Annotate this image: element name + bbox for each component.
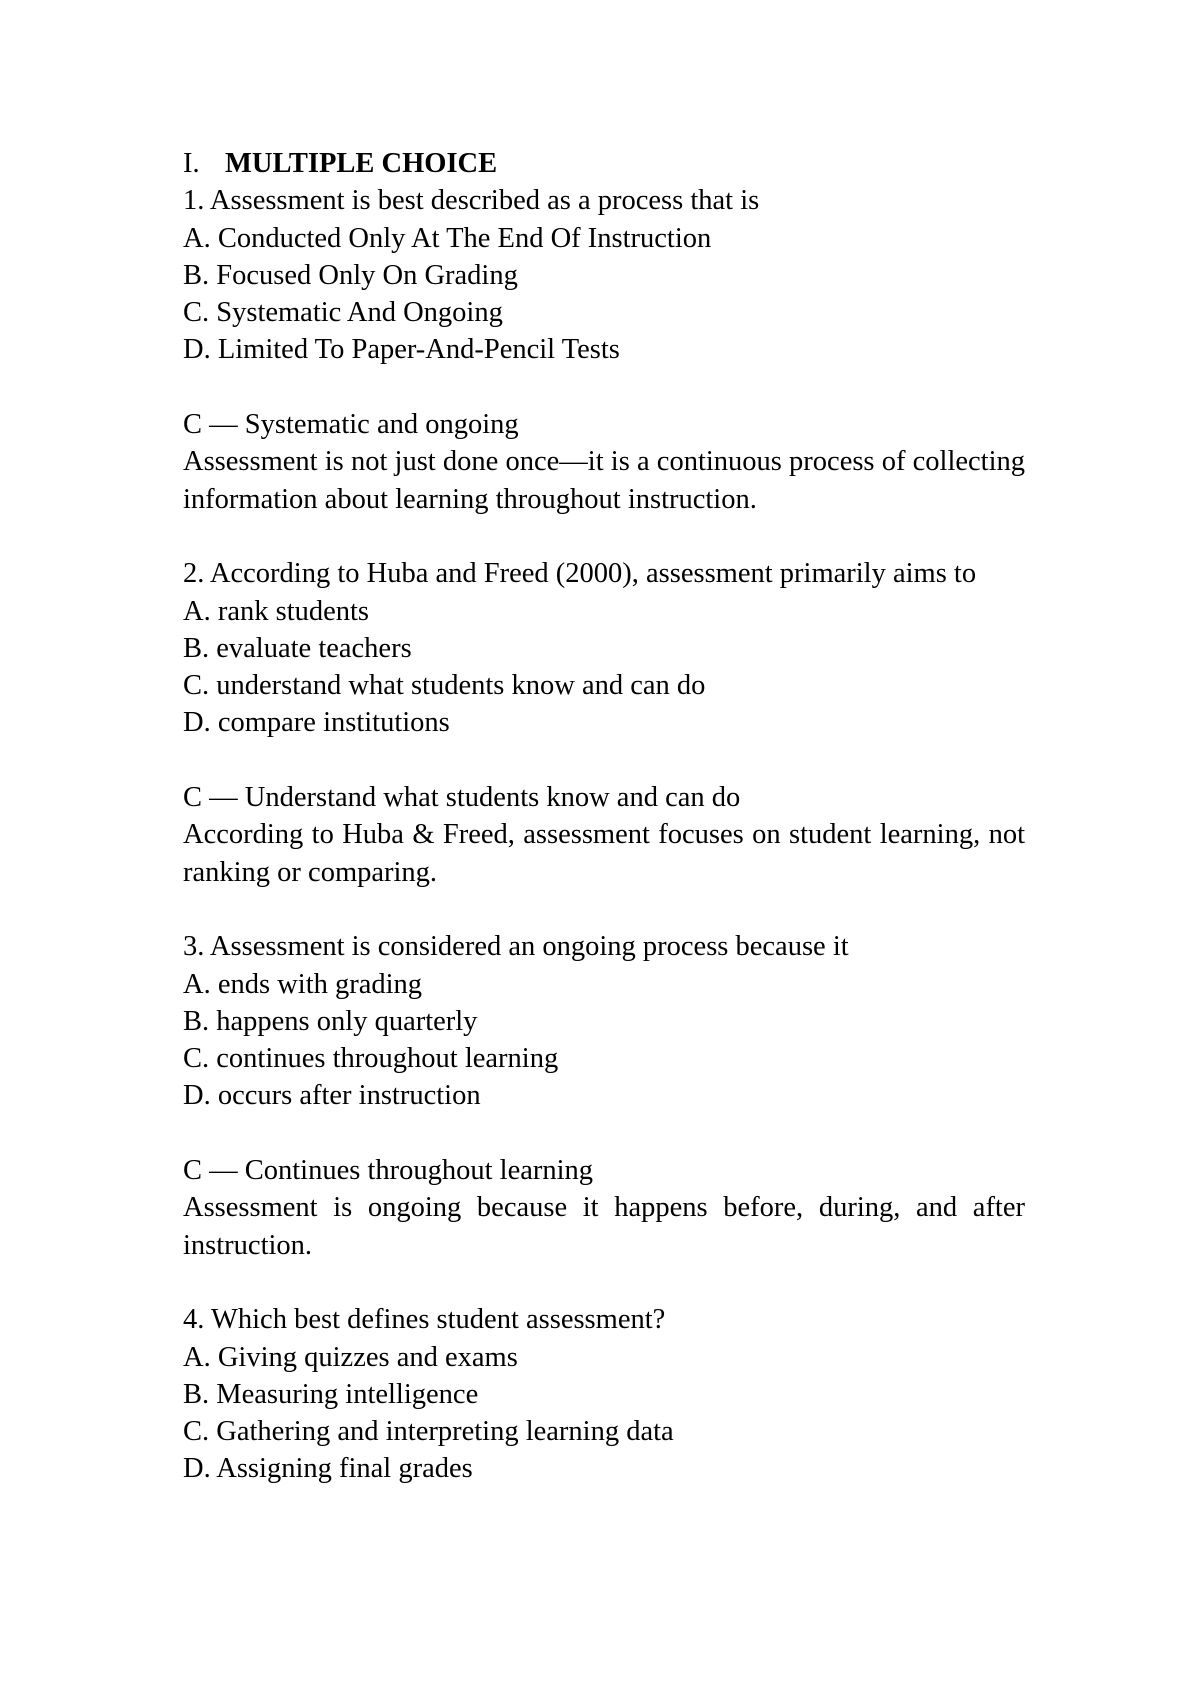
- question-4: [183, 1301, 1025, 1487]
- option-c: C. Gathering and interpreting learning data: [183, 1416, 674, 1448]
- option-d: D. occurs after instruction: [183, 1080, 481, 1112]
- option-b: B. Focused Only On Grading: [183, 259, 518, 291]
- option-a: A. Giving quizzes and exams: [183, 1341, 518, 1373]
- spacer: [183, 518, 1025, 555]
- answer-explanation: According to Huba & Freed, assessment focuses on student learning, not ranking or comparing.: [183, 819, 1025, 888]
- option-a: A. rank students: [183, 595, 370, 627]
- question-2: [183, 555, 1025, 891]
- option-b: B. Measuring intelligence: [183, 1378, 479, 1410]
- option-d: D. Limited To Paper-And-Pencil Tests: [183, 334, 620, 366]
- option-a: A. ends with grading: [183, 968, 423, 1000]
- spacer: [183, 369, 1025, 406]
- answer-key: C — Continues throughout learning: [183, 1155, 594, 1187]
- question-3: [183, 928, 1025, 1264]
- document-page: [183, 145, 1025, 1488]
- question-stem: 3. Assessment is considered an ongoing process because it: [183, 931, 849, 963]
- question-stem: 2. According to Huba and Freed (2000), assessment primarily aims to: [183, 558, 977, 590]
- answer-key: C — Understand what students know and can do: [183, 782, 741, 814]
- spacer: [183, 891, 1025, 928]
- option-a: A. Conducted Only At The End Of Instruction: [183, 222, 712, 254]
- answer-explanation: Assessment is ongoing because it happens before, during, and after instruction.: [183, 1192, 1025, 1261]
- section-title: MULTIPLE CHOICE: [225, 148, 498, 179]
- spacer: [183, 1264, 1025, 1301]
- spacer: [183, 742, 1025, 779]
- option-c: C. understand what students know and can do: [183, 670, 706, 702]
- question-stem: 1. Assessment is best described as a process that is: [183, 185, 760, 217]
- question-1: [183, 182, 1025, 518]
- question-stem: 4. Which best defines student assessment?: [183, 1304, 666, 1336]
- section-numeral: I.: [183, 148, 200, 179]
- option-d: D. compare institutions: [183, 707, 450, 739]
- section-heading: [183, 145, 1025, 182]
- answer-explanation: Assessment is not just done once—it is a continuous process of collecting information about learning throughout instruction.: [183, 446, 1025, 515]
- spacer: [183, 1115, 1025, 1152]
- option-d: D. Assigning final grades: [183, 1453, 473, 1485]
- option-b: B. happens only quarterly: [183, 1005, 478, 1037]
- option-b: B. evaluate teachers: [183, 632, 412, 664]
- answer-key: C — Systematic and ongoing: [183, 409, 519, 441]
- option-c: C. Systematic And Ongoing: [183, 297, 503, 329]
- option-c: C. continues throughout learning: [183, 1043, 559, 1075]
